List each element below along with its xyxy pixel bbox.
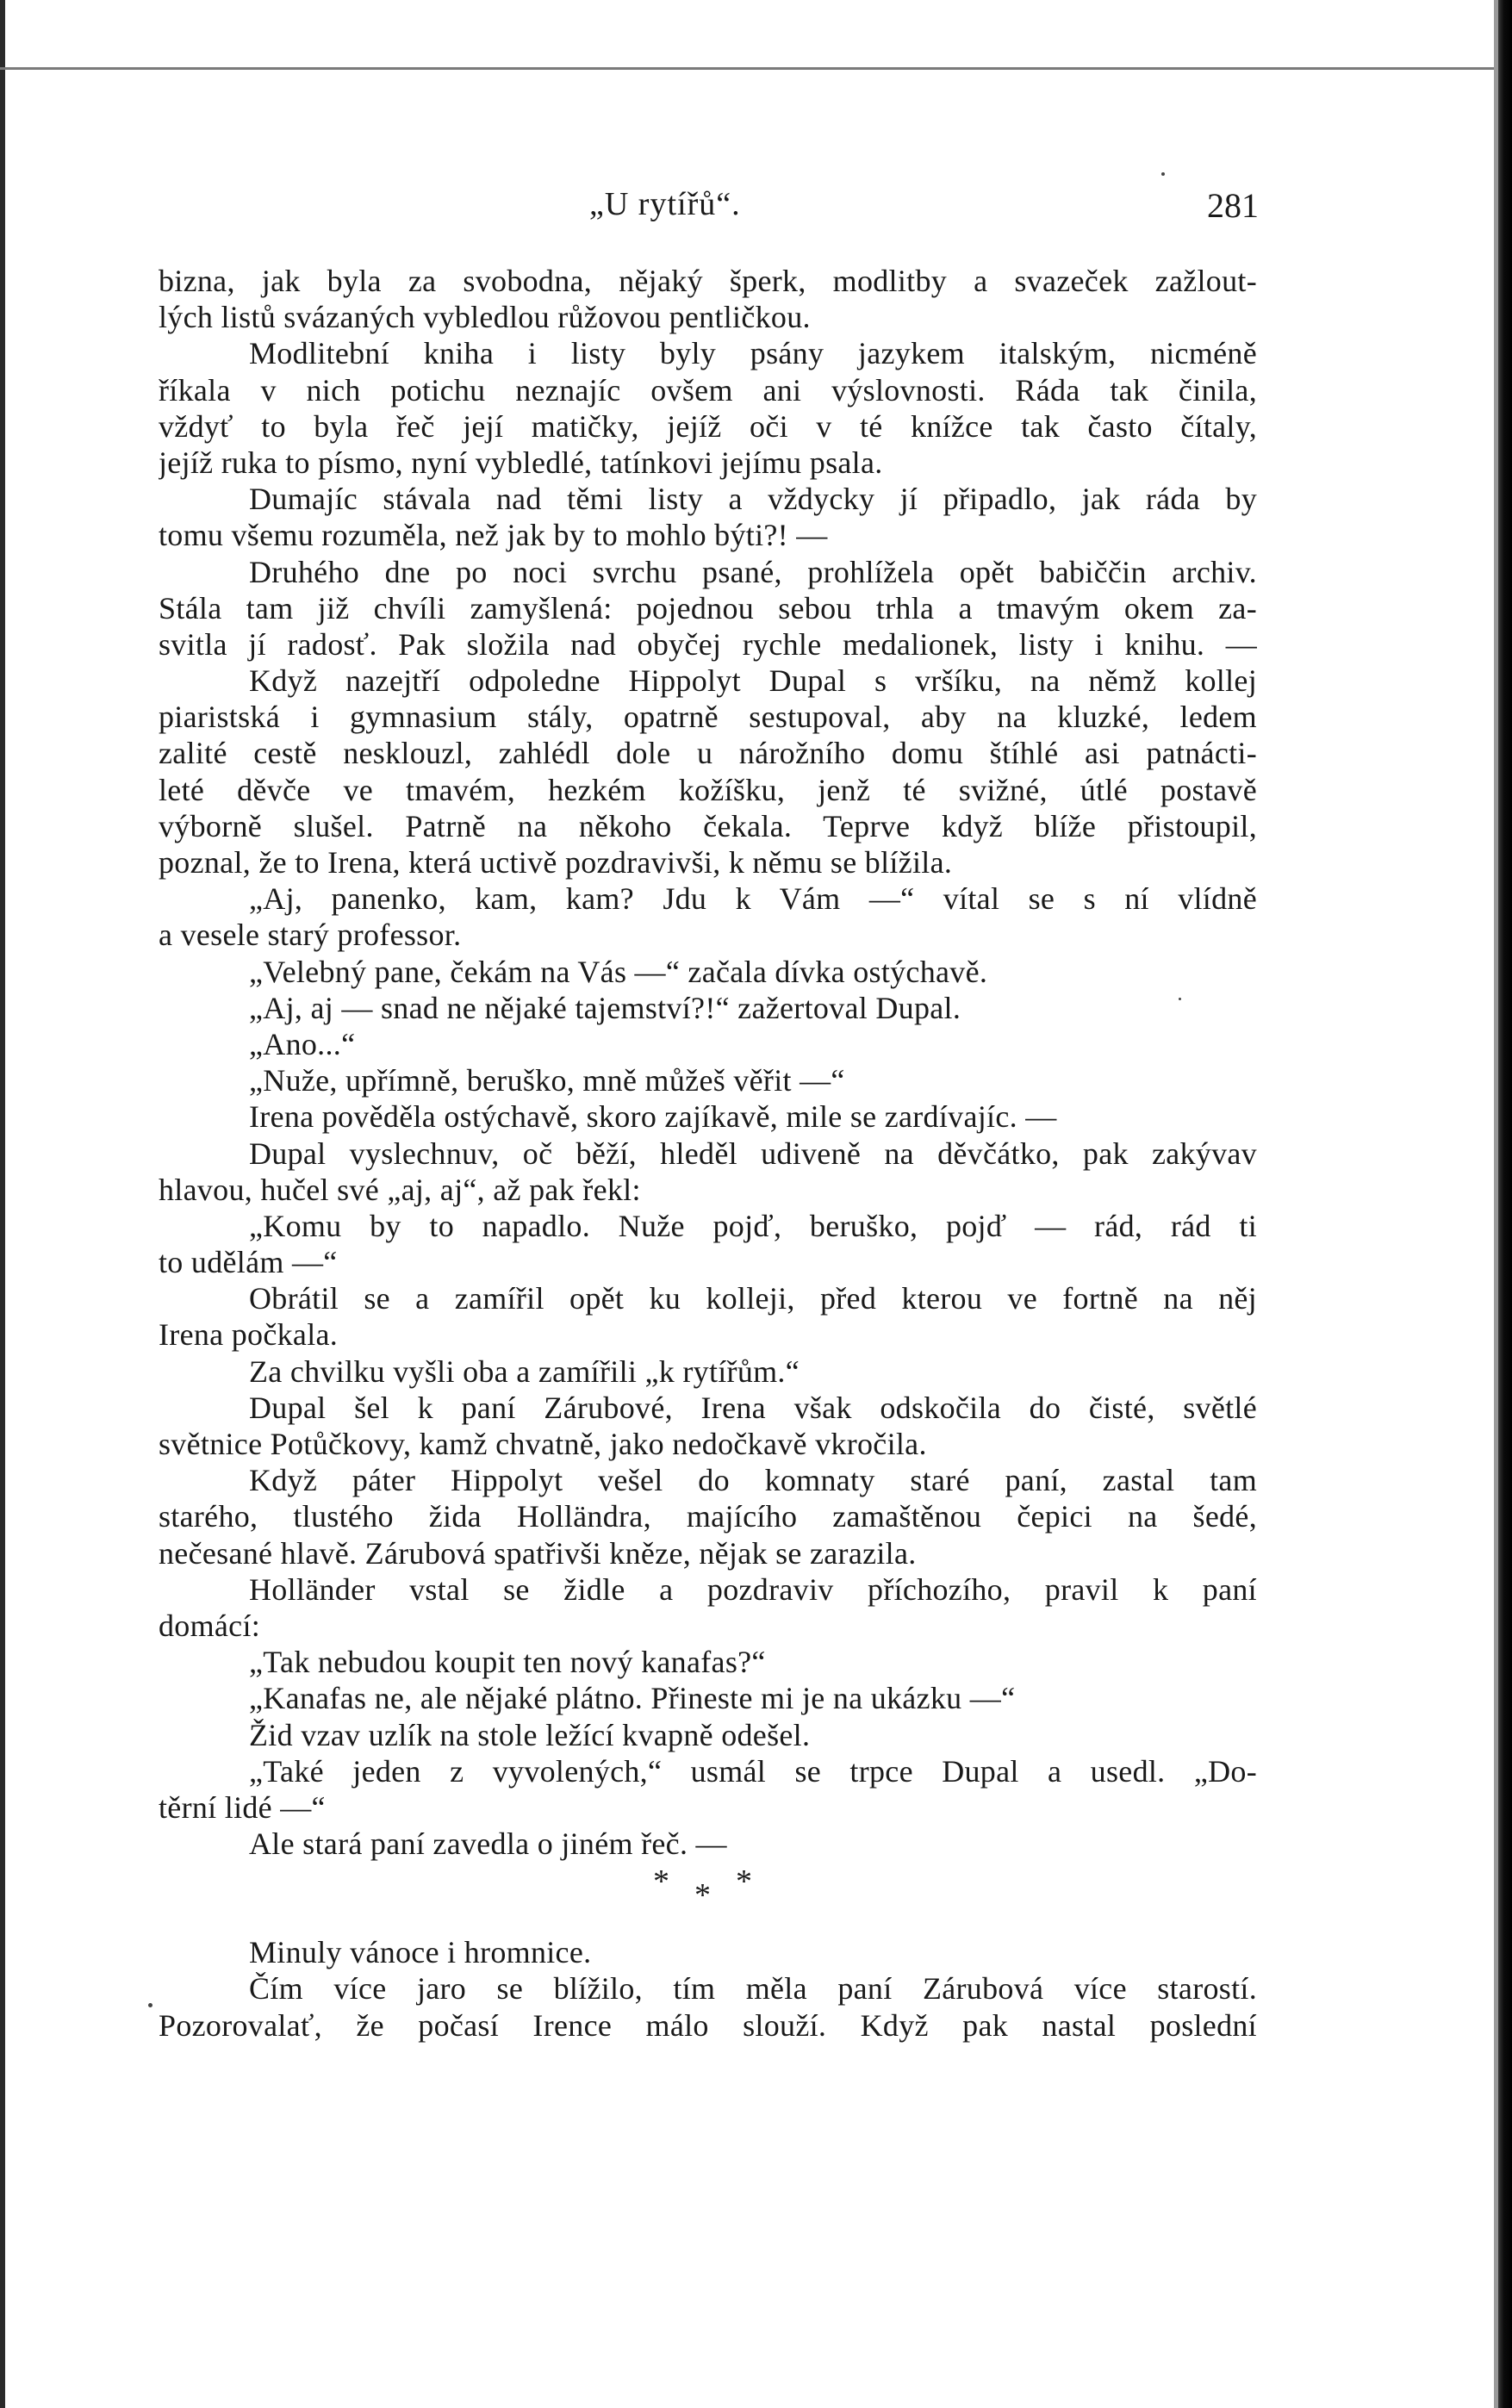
text-line: nečesané hlavě. Zárubová spatřivši kněze, nějak se zarazila. bbox=[159, 1535, 917, 1571]
text-line: „Také jeden z vyvolených,“ usmál se trpce Dupal a usedl. „Do- bbox=[249, 1753, 1257, 1789]
text-line: bizna, jak byla za svobodna, nějaký šperk, modlitby a svazeček zažlout- bbox=[159, 264, 1257, 298]
text-line: jejíž ruka to písmo, nyní vybledlé, tatínkovi jejímu psala. bbox=[159, 445, 883, 480]
text-line: Pozorovalať, že počasí Irence málo slouží. Když pak nastal poslední bbox=[159, 2007, 1257, 2043]
text-line: lých listů svázaných vybledlou růžovou pentličkou. bbox=[159, 300, 811, 335]
text-line: Minuly vánoce i hromnice. bbox=[249, 1935, 592, 1970]
text-line: starého, tlustého žida Holländra, majícího zamaštěnou čepici na šedé, bbox=[159, 1499, 1257, 1534]
text-line: domácí: bbox=[159, 1608, 261, 1643]
text-line: zalité cestě nesklouzl, zahlédl dole u nárožního domu štíhlé asi patnácti- bbox=[159, 736, 1257, 771]
text-line: svitla jí radosť. Pak složila nad obyčej rychle medalionek, listy i knihu. — bbox=[159, 626, 1257, 662]
text-line: „Aj, aj — snad ne nějaké tajemství?!“ zažertoval Dupal. bbox=[249, 990, 961, 1025]
scan-right-shadow bbox=[1498, 0, 1512, 2408]
section-separator bbox=[159, 1862, 1257, 1934]
scan-speck bbox=[148, 2003, 152, 2007]
text-line: Stála tam již chvíli zamyšlená: pojednou sebou trhla a tmavým okem za- bbox=[159, 590, 1257, 625]
text-line: poznal, že to Irena, která uctivě pozdravivši, k němu se blížila. bbox=[159, 845, 953, 880]
text-line: „Komu by to napadlo. Nuže pojď, beruško, pojď — rád, rád ti bbox=[249, 1208, 1257, 1243]
text-line: „Tak nebudou koupit ten nový kanafas?“ bbox=[249, 1645, 766, 1680]
page-number: 281 bbox=[1207, 186, 1259, 225]
text-line: Irena pověděla ostýchavě, skoro zajíkavě, mile se zardívajíc. — bbox=[249, 1099, 1057, 1135]
text-line: Dupal šel k paní Zárubové, Irena však odskočila do čisté, světlé bbox=[249, 1390, 1257, 1425]
text-line: výborně slušel. Patrně na někoho čekala. Teprve když blíže přistoupil, bbox=[159, 808, 1257, 843]
text-line: „Kanafas ne, ale nějaké plátno. Přineste mi je na ukázku —“ bbox=[249, 1681, 1016, 1716]
body-text bbox=[159, 263, 1257, 2044]
running-title: „U rytířů“. bbox=[589, 186, 741, 222]
text-line: Dupal vyslechnuv, oč běží, hleděl udiveně na děvčátko, pak zakývav bbox=[249, 1136, 1257, 1171]
text-line: hlavou, hučel své „aj, aj“, až pak řekl: bbox=[159, 1172, 641, 1207]
text-line: Modlitební kniha i listy byly psány jazykem italským, nicméně bbox=[249, 336, 1257, 371]
text-line: „Nuže, upřímně, beruško, mně můžeš věřit —“ bbox=[249, 1063, 845, 1098]
text-line: leté děvče ve tmavém, hezkém kožíšku, jenž té svižné, útlé postavě bbox=[159, 772, 1257, 807]
text-line: Žid vzav uzlík na stole ležící kvapně odešel. bbox=[249, 1717, 811, 1752]
separator-star: * bbox=[653, 1864, 670, 1901]
text-line: Druhého dne po noci svrchu psané, prohlížela opět babiččin archiv. bbox=[249, 554, 1257, 589]
text-line: vždyť to byla řeč její matičky, jejíž oči v té knížce tak často čítaly, bbox=[159, 408, 1257, 444]
text-line: říkala v nich potichu neznajíc ovšem ani výslovnosti. Ráda tak činila, bbox=[159, 372, 1257, 408]
text-line: Když páter Hippolyt vešel do komnaty staré paní, zastal tam bbox=[249, 1463, 1257, 1498]
text-line: Za chvilku vyšli oba a zamířili „k rytířům.“ bbox=[249, 1353, 800, 1389]
scan-left-border bbox=[0, 0, 5, 2408]
scan-speck bbox=[1161, 172, 1165, 176]
text-line: „Ano...“ bbox=[249, 1026, 356, 1061]
text-line: světnice Potůčkovy, kamž chvatně, jako nedočkavě vkročila. bbox=[159, 1427, 927, 1461]
text-line: Čím více jaro se blížilo, tím měla paní Zárubová více starostí. bbox=[249, 1971, 1257, 2007]
text-line: Holländer vstal se židle a pozdraviv příchozího, pravil k paní bbox=[249, 1571, 1257, 1607]
scan-top-line bbox=[0, 67, 1495, 70]
text-line: „Aj, panenko, kam, kam? Jdu k Vám —“ vítal se s ní vlídně bbox=[249, 881, 1257, 917]
text-line: tomu všemu rozuměla, než jak by to mohlo býti?! — bbox=[159, 518, 828, 553]
text-line: „Velebný pane, čekám na Vás —“ začala dívka ostýchavě. bbox=[249, 954, 988, 989]
text-line: piaristská i gymnasium stály, opatrně sestupoval, aby na kluzké, ledem bbox=[159, 700, 1257, 735]
separator-star: * bbox=[694, 1877, 712, 1914]
book-page bbox=[159, 177, 1257, 2044]
text-line: Irena počkala. bbox=[159, 1317, 339, 1353]
text-line: Když nazejtří odpoledne Hippolyt Dupal s vršíku, na němž kollej bbox=[249, 663, 1257, 699]
text-line: Obrátil se a zamířil opět ku kolleji, před kterou ve fortně na něj bbox=[249, 1281, 1257, 1316]
text-line: Dumajíc stávala nad těmi listy a vždycky jí připadlo, jak ráda by bbox=[249, 482, 1257, 517]
text-line: Ale stará paní zavedla o jiném řeč. — bbox=[249, 1826, 727, 1862]
separator-star: * bbox=[736, 1864, 753, 1901]
text-line: a vesele starý professor. bbox=[159, 918, 462, 953]
text-line: těrní lidé —“ bbox=[159, 1789, 326, 1825]
text-line: to udělám —“ bbox=[159, 1245, 338, 1280]
running-head bbox=[159, 177, 1257, 228]
